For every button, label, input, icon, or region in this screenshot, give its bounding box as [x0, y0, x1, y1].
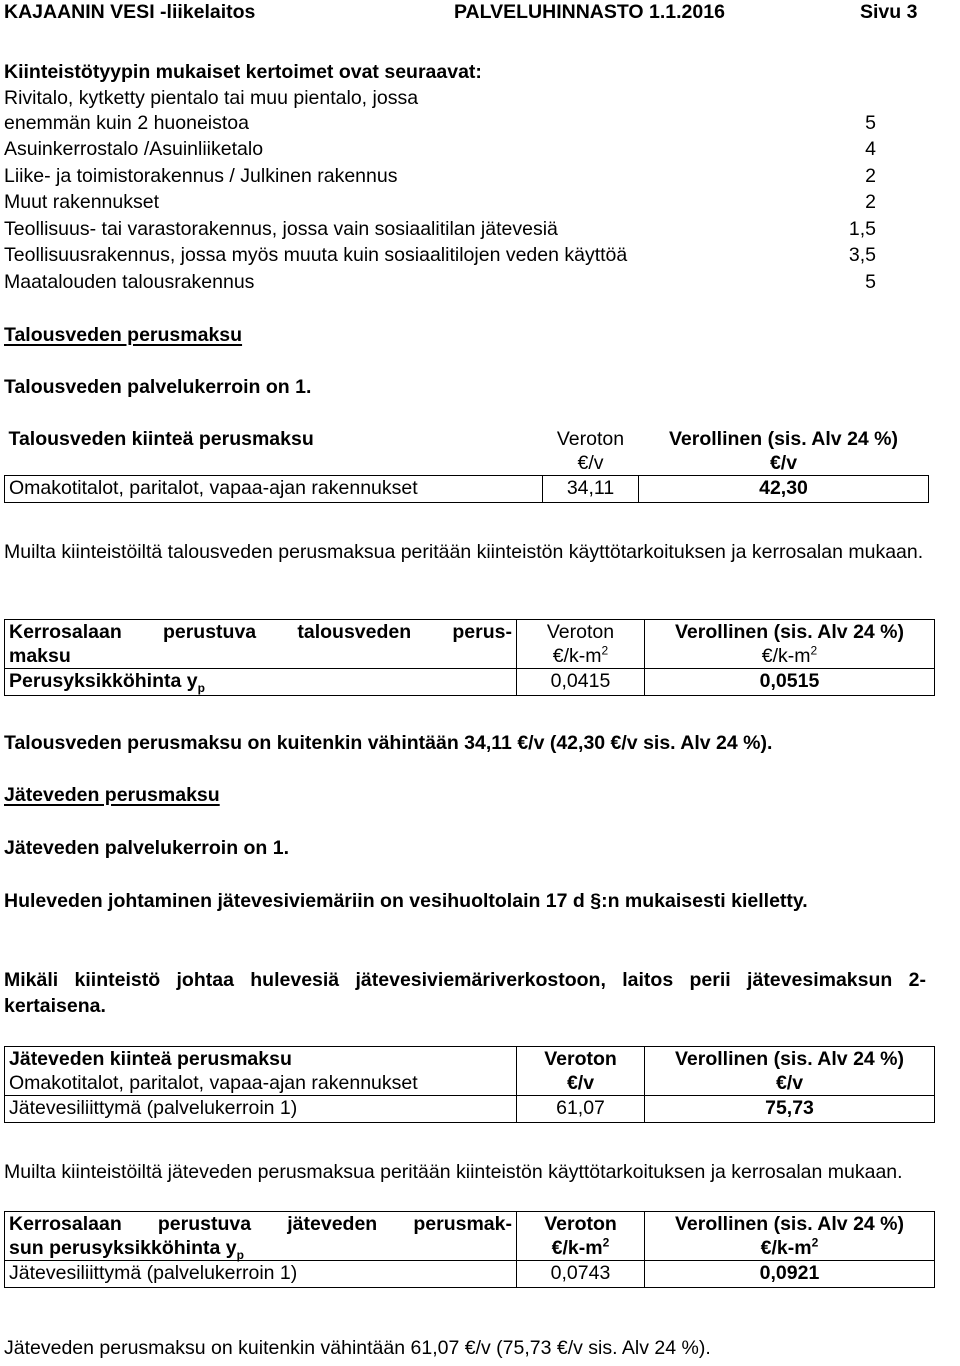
- factor-label: enemmän kuin 2 huoneistoa: [4, 112, 249, 134]
- waste-minimum: Jäteveden perusmaksu on kuitenkin vähintään 61,07 €/v (75,73 €/v sis. Alv 24 %).: [4, 1337, 711, 1359]
- table-cell-label: Jätevesiliittymä (palvelukerroin 1): [5, 1261, 517, 1288]
- table-row: [5, 476, 929, 503]
- table-header-row: [5, 620, 935, 669]
- factor-value: 2: [865, 191, 876, 213]
- table-cell-label: Jätevesiliittymä (palvelukerroin 1): [5, 1096, 517, 1123]
- storm-water-ban: Huleveden johtaminen jätevesiviemäriin on vesihuoltolain 17 d §:n mukaisesti kielletty.: [4, 890, 808, 912]
- factor-row: [4, 163, 876, 189]
- table-header-row: [5, 427, 929, 476]
- table-row: [5, 1096, 935, 1123]
- factor-label: Liike- ja toimistorakennus / Julkinen rakennus: [4, 165, 398, 187]
- table-header-verollinen: Verollinen (sis. Alv 24 %) €/v: [645, 1047, 935, 1096]
- table-header-verollinen: Verollinen (sis. Alv 24 %) $€/k-m^2$: [645, 620, 935, 669]
- factor-row: [4, 136, 876, 162]
- water-minimum: Talousveden perusmaksu on kuitenkin vähintään 34,11 €/v (42,30 €/v sis. Alv 24 %).: [4, 732, 773, 754]
- table-header-label: Jäteveden kiinteä perusmaksu Omakotitalot, paritalot, vapaa-ajan rakennukset: [5, 1047, 517, 1096]
- table-header-verollinen: Verollinen (sis. Alv 24 %) $€/k-m^2$: [645, 1212, 935, 1261]
- table-header-veroton: Veroton $€/k-m^2$: [517, 1212, 645, 1261]
- table-header-row: [5, 1047, 935, 1096]
- table-row: [5, 669, 935, 696]
- factor-row: [4, 269, 876, 295]
- page-number: Sivu 3: [860, 1, 918, 23]
- table-cell-verollinen: 42,30: [639, 476, 929, 503]
- table-header-label: Kerrosalaan perustuva jäteveden perusmak- sun perusyksikköhinta $y_p$: [5, 1212, 517, 1261]
- factors-title: Kiinteistötyypin mukaiset kertoimet ovat seuraavat:: [4, 61, 482, 83]
- table-cell-verollinen: 0,0921: [645, 1261, 935, 1288]
- table-cell-veroton: 61,07: [517, 1096, 645, 1123]
- table-cell-veroton: 34,11: [543, 476, 639, 503]
- waste-fixed-table: [4, 1046, 935, 1123]
- factor-row: [4, 242, 876, 268]
- waste-heading: Jäteveden perusmaksu: [4, 784, 220, 806]
- factor-value: 1,5: [848, 218, 876, 240]
- factor-label: Maatalouden talousrakennus: [4, 271, 255, 293]
- factors-intro: Rivitalo, kytketty pientalo tai muu pientalo, jossa: [4, 87, 419, 109]
- water-heading: Talousveden perusmaksu: [4, 324, 243, 346]
- water-area-table: [4, 619, 935, 696]
- factor-value: 5: [865, 112, 876, 134]
- water-coefficient: Talousveden palvelukerroin on 1.: [4, 376, 312, 398]
- table-header-verollinen: Verollinen (sis. Alv 24 %) €/v: [668, 428, 899, 474]
- factor-label: Asuinkerrostalo /Asuinliiketalo: [4, 138, 264, 160]
- factor-row: [4, 216, 876, 242]
- table-header-veroton: Veroton €/v: [556, 428, 625, 474]
- waste-area-table: [4, 1211, 935, 1288]
- factor-label: Teollisuus- tai varastorakennus, jossa vain sosiaalitilan jätevesiä: [4, 218, 558, 240]
- table-header-label: Talousveden kiinteä perusmaksu: [8, 428, 314, 450]
- water-fixed-table: [4, 427, 929, 503]
- table-cell-label: Omakotitalot, paritalot, vapaa-ajan rakennukset: [5, 476, 543, 503]
- water-note: Muilta kiinteistöiltä talousveden perusmaksua peritään kiinteistön käyttötarkoituksen ja kerrosalan mukaan.: [4, 541, 924, 563]
- table-header-veroton: Veroton $€/k-m^2$: [517, 620, 645, 669]
- factor-label: Teollisuusrakennus, jossa myös muuta kuin sosiaalitilojen veden käyttöä: [4, 244, 628, 266]
- table-cell-veroton: 0,0743: [517, 1261, 645, 1288]
- factor-row: [4, 189, 876, 215]
- org-name: KAJAANIN VESI -liikelaitos: [4, 1, 256, 23]
- table-header-label: Kerrosalaan perustuva talousveden perus- maksu: [5, 620, 517, 669]
- table-cell-verollinen: 0,0515: [645, 669, 935, 696]
- storm-water-double: Mikäli kiinteistö johtaa hulevesiä jätevesiviemäriverkostoon, laitos perii jätevesimaksun 2-kertaisena.: [4, 969, 926, 1017]
- factor-value: 4: [865, 138, 876, 160]
- factor-value: 5: [865, 271, 876, 293]
- factor-label: Muut rakennukset: [4, 191, 160, 213]
- waste-note: Muilta kiinteistöiltä jäteveden perusmaksua peritään kiinteistön käyttötarkoituksen ja kerrosalan mukaan.: [4, 1161, 903, 1183]
- table-cell-label: Perusyksikköhinta $y_p$: [5, 669, 517, 696]
- table-header-row: [5, 1212, 935, 1261]
- waste-coefficient: Jäteveden palvelukerroin on 1.: [4, 837, 290, 859]
- table-row: [5, 1261, 935, 1288]
- factor-row: [4, 110, 876, 136]
- factor-value: 3,5: [848, 244, 876, 266]
- table-cell-veroton: 0,0415: [517, 669, 645, 696]
- table-header-veroton: Veroton €/v: [517, 1047, 645, 1096]
- document-title: PALVELUHINNASTO 1.1.2016: [454, 1, 725, 23]
- factor-value: 2: [865, 165, 876, 187]
- table-cell-verollinen: 75,73: [645, 1096, 935, 1123]
